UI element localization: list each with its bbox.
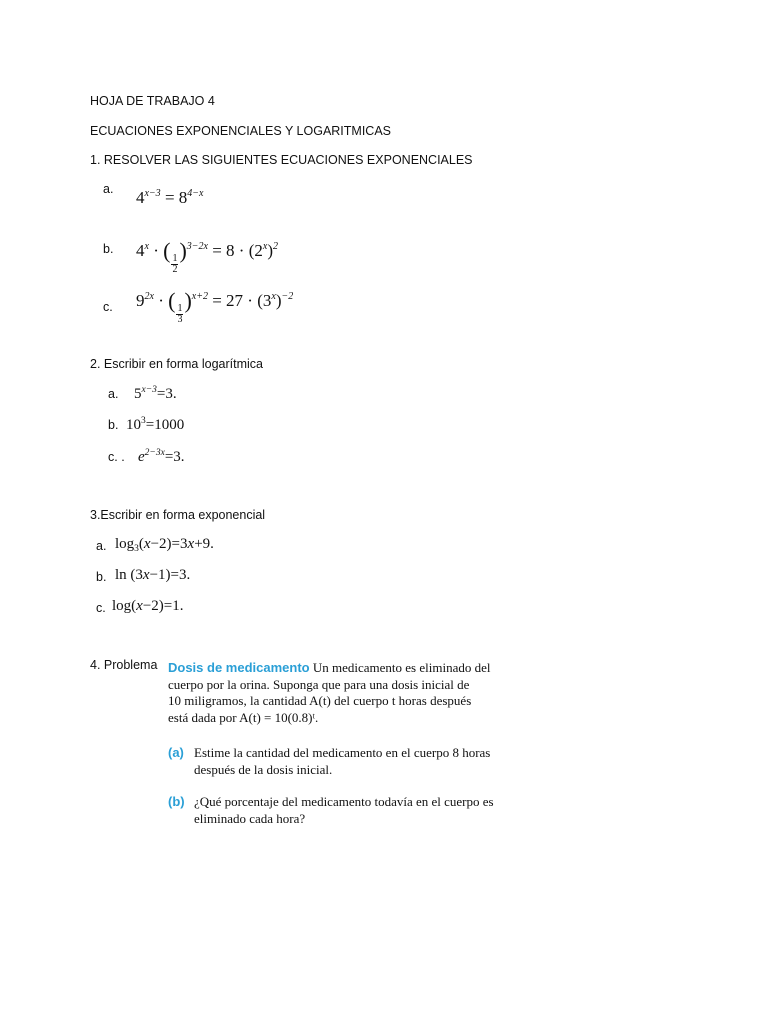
problem-part-a-tag: (a): [168, 745, 184, 760]
section2-item-c-label: c. .: [108, 450, 125, 464]
section1-heading: 1. RESOLVER LAS SIGUIENTES ECUACIONES EXPONENCIALES: [90, 153, 473, 167]
section3-item-a-equation: $\log_3(x-2)=3x+9$.: [115, 536, 214, 554]
section1-item-a-equation: $4^{x-3} = 8^{4-x}$: [136, 188, 204, 207]
section1-item-a-label: a.: [103, 182, 114, 196]
section3-item-a-label: a.: [96, 539, 107, 553]
section2-item-c-equation: $e^{2-3x}=3$.: [138, 448, 185, 465]
section1-item-c-label: c.: [103, 300, 113, 314]
section2-item-b-label: b.: [108, 418, 119, 432]
section3-heading: 3.Escribir en forma exponencial: [90, 508, 266, 522]
section4-label: 4. Problema: [90, 658, 158, 672]
section2-item-b-equation: $10^3=1000$: [126, 416, 185, 433]
section3-item-b-label: b.: [96, 570, 107, 584]
problem-statement: [168, 660, 503, 726]
section3-item-c-equation: log(x−2)=1.: [112, 598, 184, 614]
worksheet-title: HOJA DE TRABAJO 4: [90, 94, 215, 108]
problem-line-2: cuerpo por la orina. Suponga que para una dosis inicial de: [168, 676, 470, 692]
section2-item-a-label: a.: [108, 387, 119, 401]
section2-item-a-equation: $5^{x-3}=3$.: [134, 385, 177, 402]
section1-item-c-equation: $9^{2x}$ · ( $\frac{1}{3}$ )$^{x+2} = 27 \cdot (3^x)^{-2}$: [136, 288, 294, 325]
section1-item-b-label: b.: [103, 242, 114, 256]
problem-line-1: Un medicamento es eliminado del: [312, 660, 491, 675]
problem-title: Dosis de medicamento: [168, 660, 310, 675]
section2-heading: 2. Escribir en forma logarítmica: [90, 357, 263, 371]
problem-part-a-text: Estime la cantidad del medicamento en el cuerpo 8 horas después de la dosis inicial.: [194, 745, 491, 777]
section3-item-c-label: c.: [96, 601, 106, 615]
section1-item-b-equation: $4^x$ · ( $\frac{1}{2}$ )$^{3-2x} = 8 \cdot (2^x)^2$: [136, 238, 279, 275]
problem-part-b-tag: (b): [168, 794, 185, 809]
problem-part-b: [168, 794, 503, 827]
problem-part-a: [168, 745, 503, 778]
problem-line-4: está dada por A(t) = 10(0.8)ᵗ.: [168, 709, 319, 725]
problem-part-b-text: ¿Qué porcentaje del medicamento todavía en el cuerpo es eliminado cada hora?: [194, 794, 494, 826]
section3-item-b-equation: ln (3x−1)=3.: [115, 567, 191, 583]
worksheet-subtitle: ECUACIONES EXPONENCIALES Y LOGARITMICAS: [90, 124, 392, 138]
problem-line-3: 10 miligramos, la cantidad A(t) del cuerpo t horas después: [168, 693, 472, 708]
